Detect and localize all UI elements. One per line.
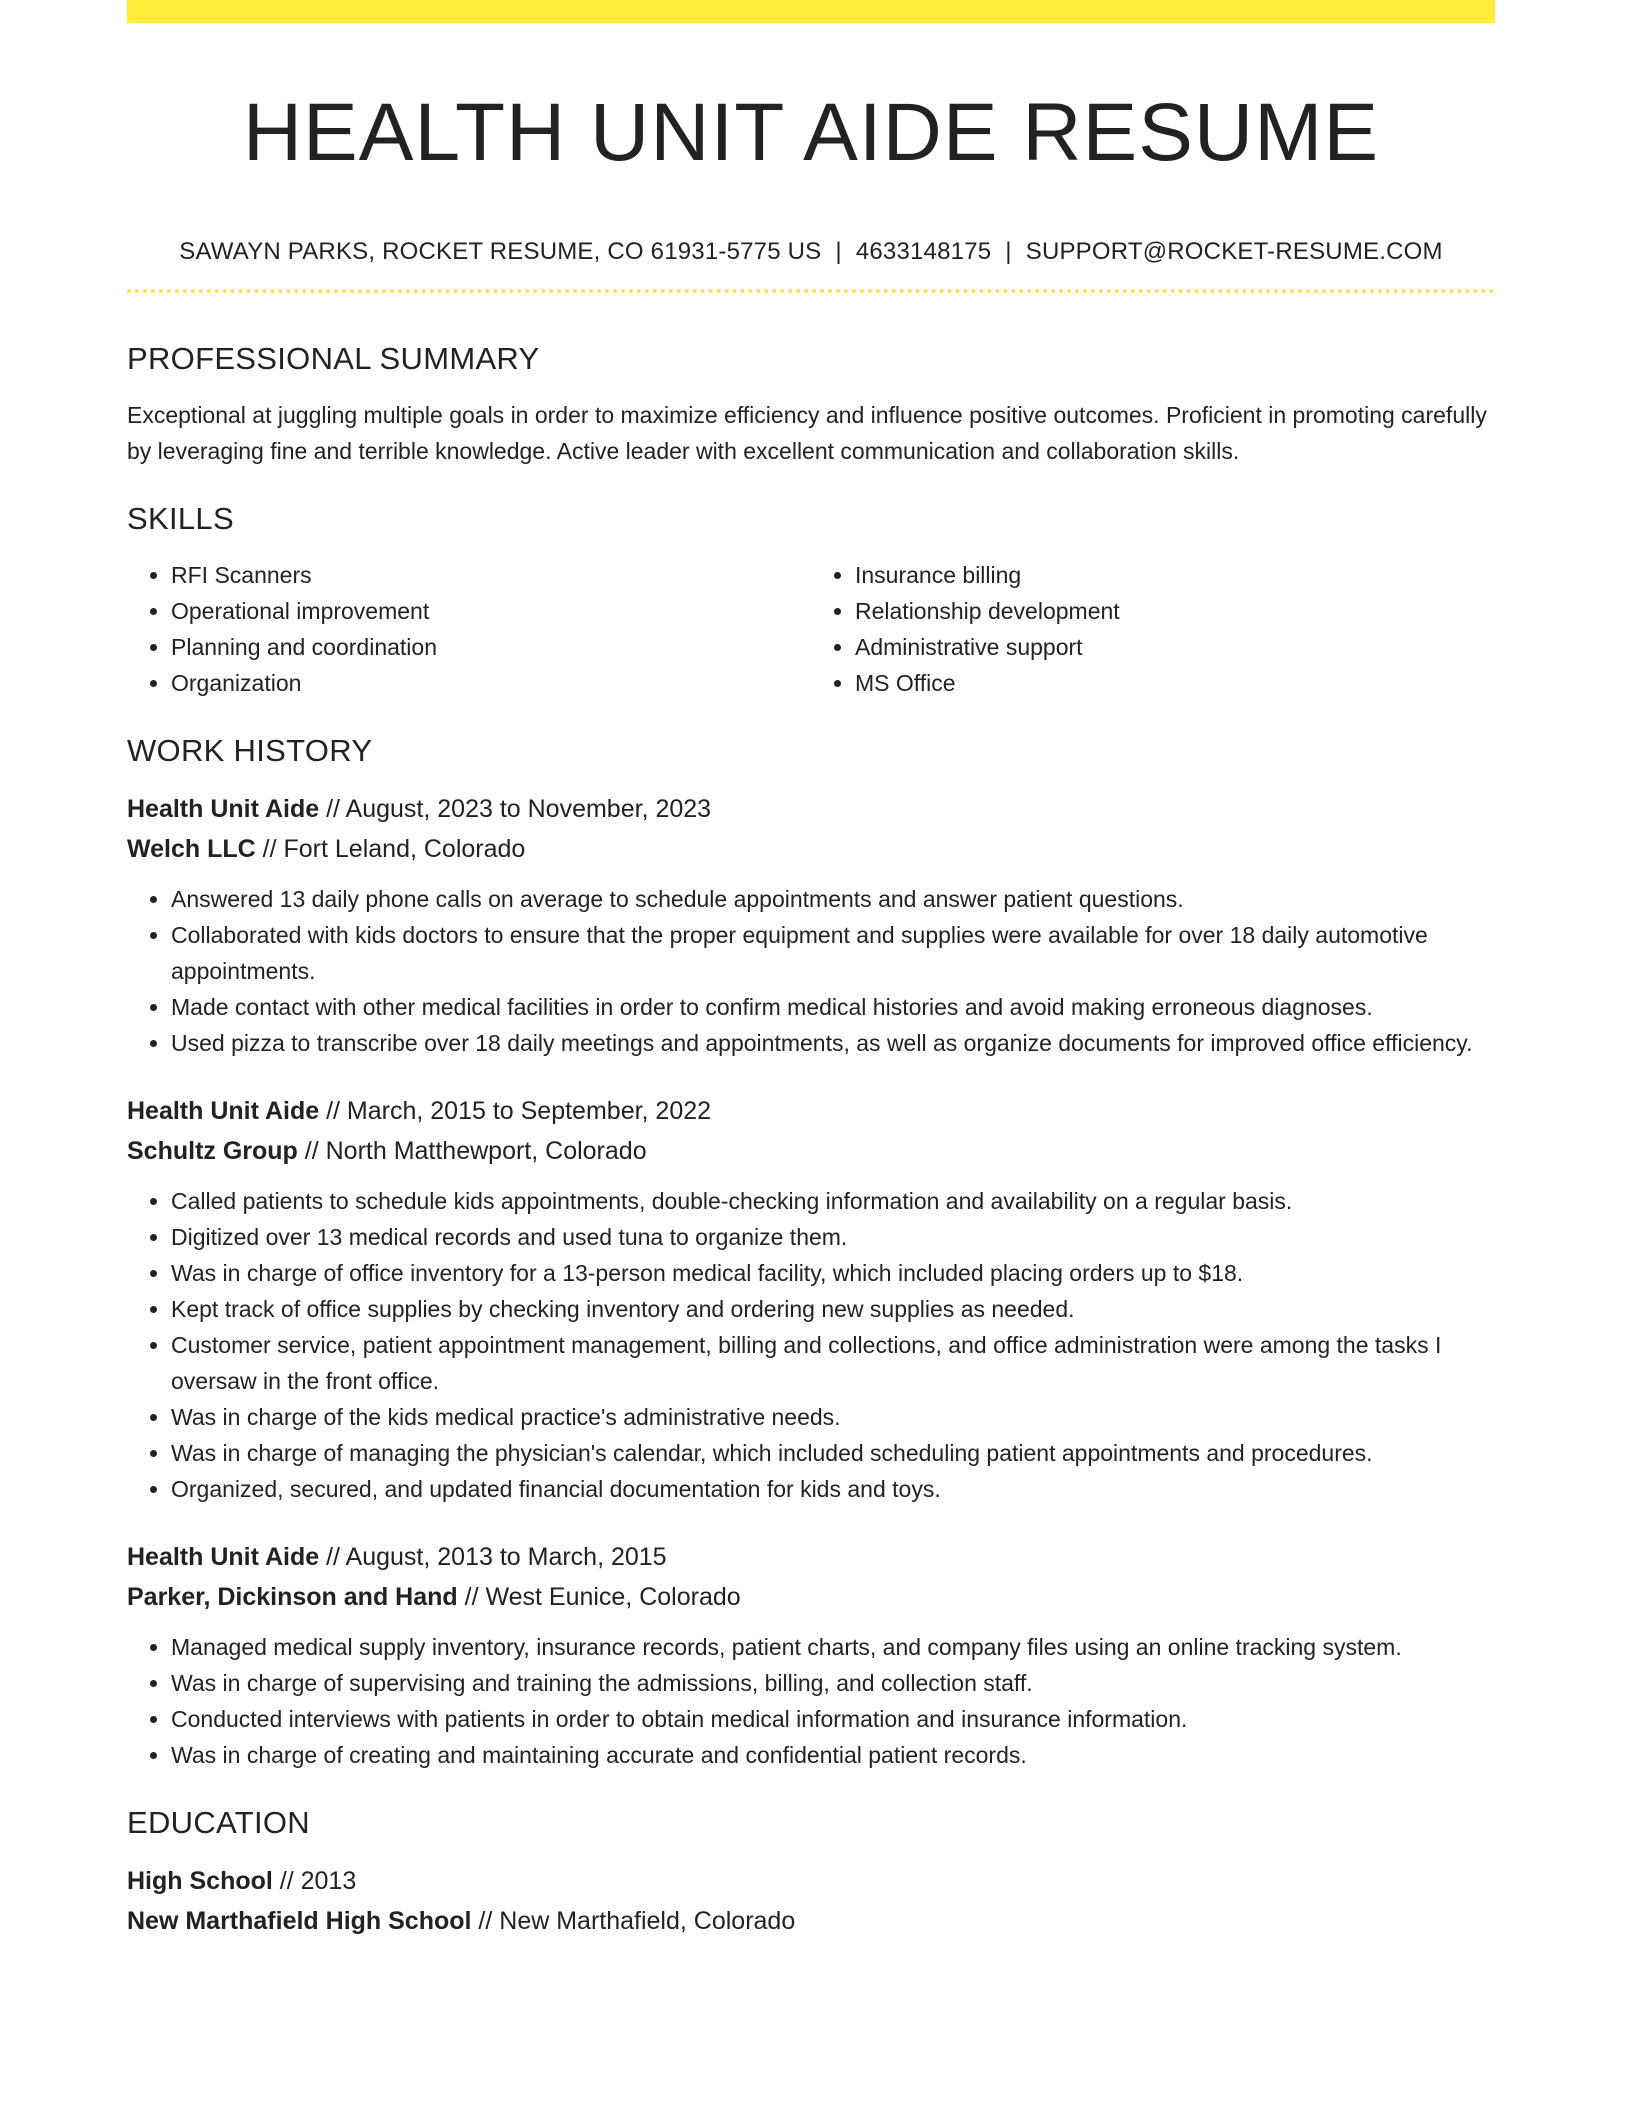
summary-heading: PROFESSIONAL SUMMARY bbox=[127, 341, 540, 376]
job-entry bbox=[127, 789, 1495, 1061]
job-bullet: • Collaborated with kids doctors to ensure that the proper equipment and supplies were available for over 18 daily automotive appointments. bbox=[171, 917, 1495, 989]
job-bullet: • Customer service, patient appointment management, billing and collections, and office administration were among the tasks I oversaw in the front office. bbox=[171, 1327, 1495, 1399]
skill-item: • Operational improvement bbox=[171, 593, 811, 629]
job-bullet: • Organized, secured, and updated financial documentation for kids and toys. bbox=[171, 1471, 1495, 1507]
skills-column-left bbox=[127, 557, 811, 701]
skill-item: • RFI Scanners bbox=[171, 557, 811, 593]
job-title-line bbox=[127, 789, 1495, 829]
education-school-line bbox=[127, 1901, 1495, 1941]
job-title: Health Unit Aide bbox=[127, 795, 320, 823]
job-bullet: • Was in charge of supervising and training the admissions, billing, and collection staff. bbox=[171, 1665, 1495, 1701]
job-company: Welch LLC bbox=[127, 835, 256, 863]
job-company-line bbox=[127, 1131, 1495, 1171]
skill-item: • MS Office bbox=[855, 665, 1495, 701]
job-company-line bbox=[127, 829, 1495, 869]
job-location: // West Eunice, Colorado bbox=[457, 1583, 741, 1611]
job-entry bbox=[127, 1537, 1495, 1773]
job-bullet: • Used pizza to transcribe over 18 daily meetings and appointments, as well as organize documents for improved office efficiency. bbox=[171, 1025, 1495, 1061]
job-location: // North Matthewport, Colorado bbox=[297, 1137, 647, 1165]
job-dates: // August, 2023 to November, 2023 bbox=[319, 795, 712, 823]
education-degree-line bbox=[127, 1861, 1495, 1901]
job-bullet: • Conducted interviews with patients in order to obtain medical information and insurance information. bbox=[171, 1701, 1495, 1737]
skill-item: • Planning and coordination bbox=[171, 629, 811, 665]
job-title-line bbox=[127, 1091, 1495, 1131]
accent-bar bbox=[127, 0, 1495, 23]
job-bullet: • Made contact with other medical facilities in order to confirm medical histories and avoid making erroneous diagnoses. bbox=[171, 989, 1495, 1025]
job-bullets bbox=[127, 1629, 1495, 1773]
skills-heading: SKILLS bbox=[127, 501, 234, 536]
job-bullet: • Was in charge of managing the physician's calendar, which included scheduling patient appointments and procedures. bbox=[171, 1435, 1495, 1471]
job-bullet: • Answered 13 daily phone calls on average to schedule appointments and answer patient questions. bbox=[171, 881, 1495, 917]
skill-item: • Relationship development bbox=[855, 593, 1495, 629]
skills-list bbox=[127, 557, 1495, 701]
job-title: Health Unit Aide bbox=[127, 1543, 320, 1571]
resume-title: HEALTH UNIT AIDE RESUME bbox=[242, 87, 1380, 178]
job-location: // Fort Leland, Colorado bbox=[255, 835, 526, 863]
job-bullets bbox=[127, 1183, 1495, 1507]
skill-item: • Administrative support bbox=[855, 629, 1495, 665]
job-bullet: • Kept track of office supplies by checking inventory and ordering new supplies as needed. bbox=[171, 1291, 1495, 1327]
work-history-heading: WORK HISTORY bbox=[127, 733, 373, 768]
job-title: Health Unit Aide bbox=[127, 1097, 320, 1125]
education-year: // 2013 bbox=[272, 1867, 357, 1895]
summary-text: Exceptional at juggling multiple goals in order to maximize efficiency and influence positive outcomes. Proficient in promoting carefully by leveraging fine and terrible knowledge. Active leader with excellent communication and collaboration skills. bbox=[127, 402, 1487, 464]
job-company: Schultz Group bbox=[127, 1137, 298, 1165]
job-bullet: • Was in charge of the kids medical practice's administrative needs. bbox=[171, 1399, 1495, 1435]
education-school: New Marthafield High School bbox=[127, 1907, 472, 1935]
contact-separator: | bbox=[835, 238, 842, 265]
job-bullet: • Digitized over 13 medical records and used tuna to organize them. bbox=[171, 1219, 1495, 1255]
job-bullets bbox=[127, 881, 1495, 1061]
job-bullet: • Was in charge of office inventory for a 13-person medical facility, which included placing orders up to $18. bbox=[171, 1255, 1495, 1291]
job-bullet: • Managed medical supply inventory, insurance records, patient charts, and company files using an online tracking system. bbox=[171, 1629, 1495, 1665]
skill-item: • Insurance billing bbox=[855, 557, 1495, 593]
contact-separator: | bbox=[1005, 238, 1012, 265]
dotted-divider bbox=[127, 289, 1495, 293]
job-dates: // August, 2013 to March, 2015 bbox=[319, 1543, 667, 1571]
education-heading: EDUCATION bbox=[127, 1805, 310, 1840]
job-company: Parker, Dickinson and Hand bbox=[127, 1583, 458, 1611]
skill-item: • Organization bbox=[171, 665, 811, 701]
job-title-line bbox=[127, 1537, 1495, 1577]
job-bullet: • Was in charge of creating and maintaining accurate and confidential patient records. bbox=[171, 1737, 1495, 1773]
job-company-line bbox=[127, 1577, 1495, 1617]
education-degree: High School bbox=[127, 1867, 273, 1895]
education-entry bbox=[127, 1861, 1495, 1941]
skills-column-right bbox=[811, 557, 1495, 701]
contact-address: SAWAYN PARKS, ROCKET RESUME, CO 61931-5775 US bbox=[179, 238, 822, 265]
resume-page bbox=[127, 0, 1495, 1941]
job-bullet: • Called patients to schedule kids appointments, double-checking information and availability on a regular basis. bbox=[171, 1183, 1495, 1219]
contact-email: SUPPORT@ROCKET-RESUME.COM bbox=[1025, 238, 1443, 265]
contact-phone: 4633148175 bbox=[855, 238, 992, 265]
education-location: // New Marthafield, Colorado bbox=[471, 1907, 796, 1935]
job-entry bbox=[127, 1091, 1495, 1507]
job-dates: // March, 2015 to September, 2022 bbox=[319, 1097, 712, 1125]
contact-line bbox=[127, 237, 1495, 267]
